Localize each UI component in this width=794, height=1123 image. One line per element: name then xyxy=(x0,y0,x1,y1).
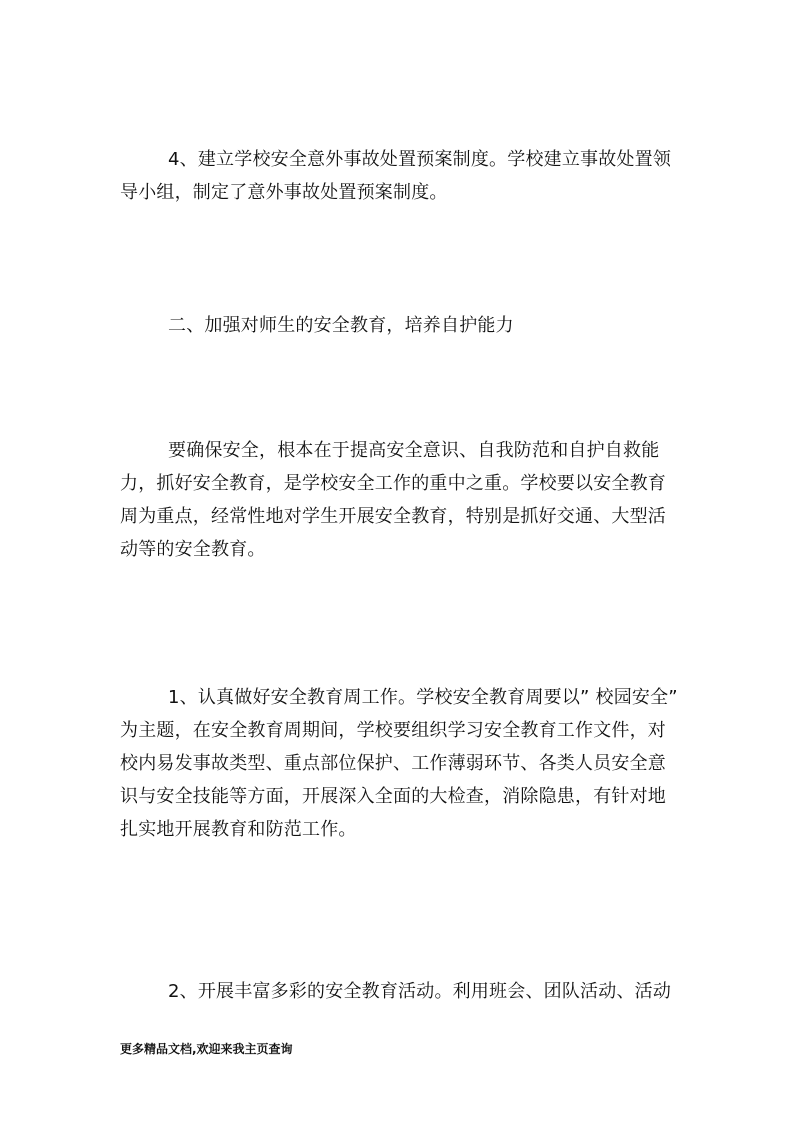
paragraph-2-activities xyxy=(120,975,686,1008)
text-line: 动等的安全教育。 xyxy=(120,539,266,560)
text-line: 识与安全技能等方面，开展深入全面的大检查，消除隐患，有针对地 xyxy=(120,786,666,807)
paragraph-safety-education xyxy=(120,434,686,566)
text-line: 2、开展丰富多彩的安全教育活动。利用班会、团队活动、活动 xyxy=(168,981,672,1002)
text-line: 要确保安全，根本在于提高安全意识、自我防范和自护自救能 xyxy=(168,440,660,461)
paragraph-4-accident-plan xyxy=(120,143,686,209)
text-line: 校内易发事故类型、重点部位保护、工作薄弱环节、各类人员安全意 xyxy=(120,753,666,774)
text-line: 导小组，制定了意外事故处置预案制度。 xyxy=(120,182,448,203)
footer-note: 更多精品文档,欢迎来我主页查询 xyxy=(120,1042,293,1056)
text-line: 力，抓好安全教育，是学校安全工作的重中之重。学校要以安全教育 xyxy=(120,473,666,494)
paragraph-1-education-week xyxy=(120,681,686,846)
text-line: 1、认真做好安全教育周工作。学校安全教育周要以” 校园安全” xyxy=(168,687,678,708)
text-line: 4、建立学校安全意外事故处置预案制度。学校建立事故处置领 xyxy=(168,149,672,170)
text-line: 二、加强对师生的安全教育，培养自护能力 xyxy=(168,315,514,336)
text-line: 扎实地开展教育和防范工作。 xyxy=(120,819,357,840)
text-line: 为主题，在安全教育周期间，学校要组织学习安全教育工作文件，对 xyxy=(120,720,666,741)
text-line: 周为重点，经常性地对学生开展安全教育，特别是抓好交通、大型活 xyxy=(120,506,666,527)
section-heading-two xyxy=(120,309,686,342)
